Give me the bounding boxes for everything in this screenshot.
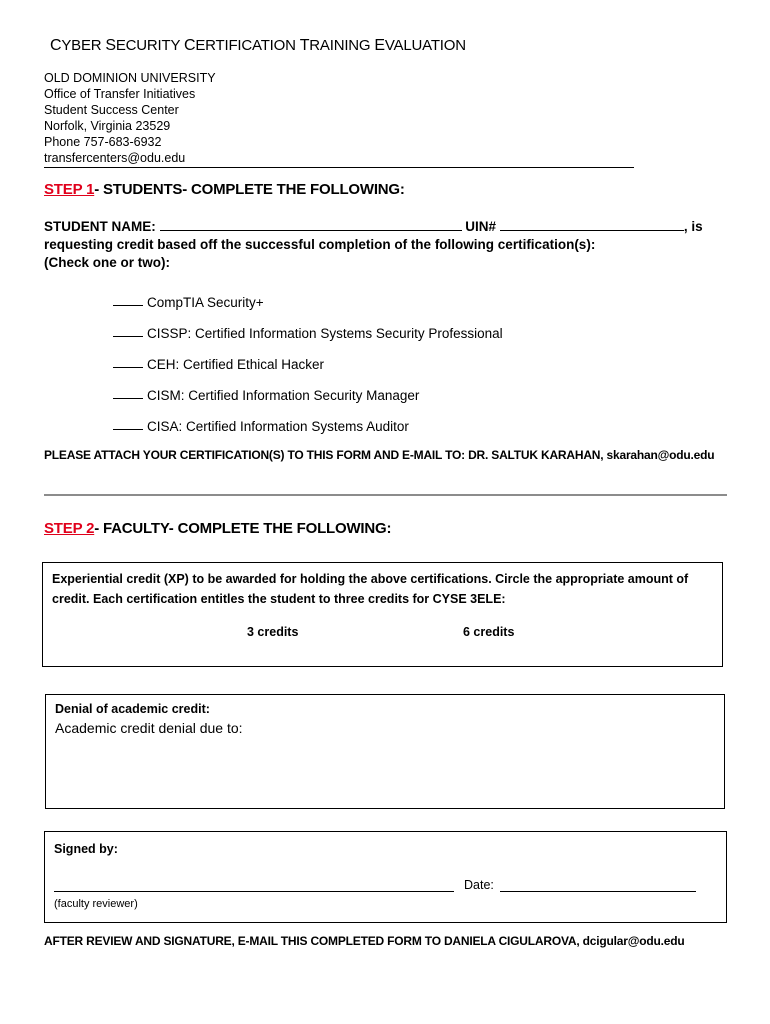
requesting-text: requesting credit based off the successful completion of the following certification(s): — [44, 237, 596, 252]
step1-heading-text: - STUDENTS- COMPLETE THE FOLLOWING: — [94, 181, 405, 198]
cert-checkbox-line[interactable] — [113, 388, 143, 399]
is-text: , is — [683, 219, 703, 234]
cert-label: CISSP: Certified Information Systems Security Professional — [147, 326, 503, 341]
cert-item-cisa — [113, 419, 503, 450]
attach-instruction: PLEASE ATTACH YOUR CERTIFICATION(S) TO THIS FORM AND E-MAIL TO: DR. SALTUK KARAHAN, skarahan@odu.edu — [44, 448, 715, 462]
signed-by-label: Signed by: — [54, 842, 118, 856]
address-line: Phone 757-683-6932 — [44, 135, 162, 149]
after-review-instruction: AFTER REVIEW AND SIGNATURE, E-MAIL THIS COMPLETED FORM TO DANIELA CIGULAROVA, dcigular@odu.edu — [44, 934, 685, 948]
step2-heading-text: - FACULTY- COMPLETE THE FOLLOWING: — [94, 520, 392, 537]
address-line: Office of Transfer Initiatives — [44, 87, 196, 101]
address-block — [44, 70, 216, 166]
cert-item-comptia — [113, 295, 503, 326]
step1-label: STEP 1 — [44, 181, 95, 198]
address-line: Student Success Center — [44, 103, 179, 117]
step1-heading — [44, 181, 405, 198]
form-title — [50, 37, 466, 55]
cert-checkbox-line[interactable] — [113, 326, 143, 337]
address-email: transfercenters@odu.edu — [44, 151, 186, 165]
denial-title: Denial of academic credit: — [55, 702, 210, 716]
cert-checkbox-line[interactable] — [113, 419, 143, 430]
credit-box — [42, 562, 723, 667]
address-line: Norfolk, Virginia 23529 — [44, 119, 171, 133]
denial-reason-label: Academic credit denial due to: — [55, 720, 243, 736]
cert-item-cism — [113, 388, 503, 419]
section-divider — [44, 494, 727, 496]
certification-list — [113, 295, 503, 450]
reviewer-label: (faculty reviewer) — [54, 898, 138, 910]
cert-checkbox-line[interactable] — [113, 357, 143, 368]
cert-checkbox-line[interactable] — [113, 295, 143, 306]
cert-item-ceh — [113, 357, 503, 388]
header-divider — [44, 167, 634, 168]
student-name-field[interactable] — [160, 219, 462, 231]
denial-box[interactable] — [45, 694, 725, 809]
cert-label: CISM: Certified Information Security Manager — [147, 388, 420, 403]
title-word: CERTIFICATION — [184, 37, 300, 54]
check-instruction: (Check one or two): — [44, 255, 171, 270]
title-word: TRAINING — [299, 37, 375, 54]
signature-box — [44, 831, 727, 923]
uin-label: UIN# — [465, 219, 497, 234]
address-line: OLD DOMINION UNIVERSITY — [44, 71, 216, 85]
title-word: SECURITY — [105, 37, 184, 54]
date-label: Date: — [464, 878, 494, 892]
title-word: EVALUATION — [374, 37, 466, 54]
student-name-label: STUDENT NAME: — [44, 219, 156, 234]
date-field[interactable] — [500, 891, 696, 892]
cert-item-cissp — [113, 326, 503, 357]
title-word: CYBER — [50, 37, 106, 54]
cert-label: CISA: Certified Information Systems Auditor — [147, 419, 409, 434]
step2-label: STEP 2 — [44, 520, 95, 537]
uin-field[interactable] — [500, 219, 684, 231]
student-info-line — [44, 219, 703, 234]
cert-label: CEH: Certified Ethical Hacker — [147, 357, 325, 372]
credit-option-6[interactable]: 6 credits — [463, 625, 515, 639]
credit-option-3[interactable]: 3 credits — [247, 625, 299, 639]
credit-description: Experiential credit (XP) to be awarded for holding the above certifications. Circle the appropriate amount of credit. Each certification entitles the student to three credits for CYSE 3ELE: — [52, 572, 689, 606]
signature-field[interactable] — [54, 891, 454, 892]
step2-heading — [44, 520, 391, 537]
cert-label: CompTIA Security+ — [147, 295, 264, 310]
